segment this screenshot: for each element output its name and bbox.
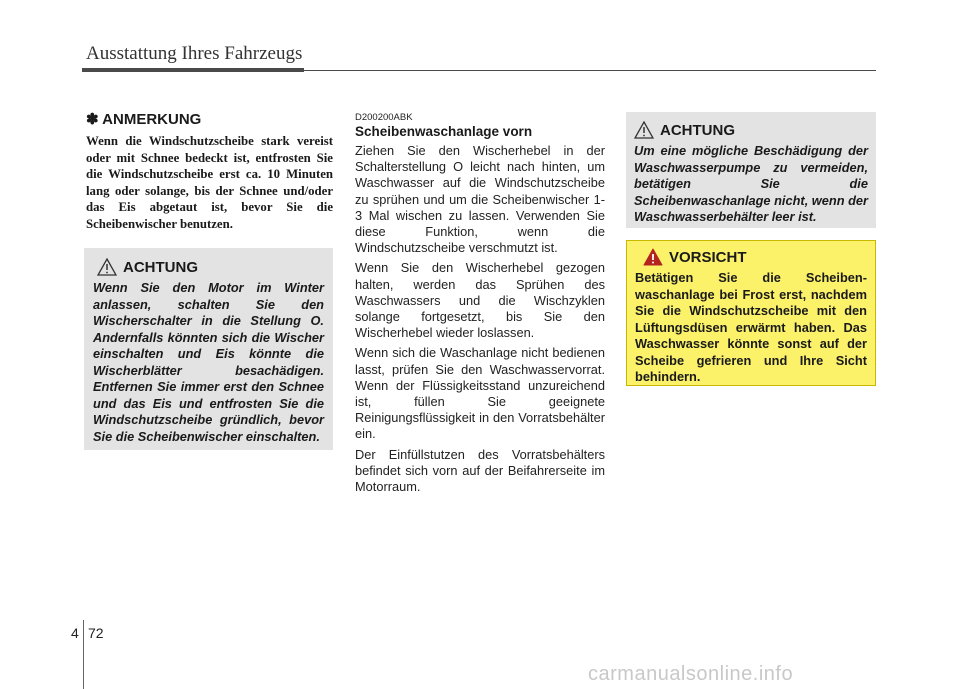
watermark: carmanualsonline.info <box>588 663 794 685</box>
footer-divider <box>83 620 84 689</box>
section-paragraph: Ziehen Sie den Wischerhebel in der Schalterstellung O leicht nach hinten, um Waschwasser auf die Windschutzscheibe zu sprühen und um die Scheibenwischer 1-3 Mal wischen zu lassen. Verwenden Sie diese Funktion, wenn die Windschutzscheibe verschmutzt ist. <box>355 143 605 256</box>
caution-box-left <box>84 248 333 450</box>
warning-triangle-icon <box>97 258 117 276</box>
warning-filled-icon <box>643 248 663 266</box>
note-text: Wenn die Windschutzscheibe stark vereist oder mit Schnee bedeckt ist, entfrosten Sie die Windschutzscheibe erst ca. 10 Minuten lang oder solange, bis der Schnee und/oder das Eis abgetaut ist, bevor Sie die Scheibenwischer benutzen. <box>86 134 333 231</box>
section-paragraph: Wenn Sie den Wischerhebel gezogen halten, werden das Sprühen des Waschwassers und die Wischzyklen solange fortgesetzt, bis Sie den Wischerhebel wieder loslassen. <box>355 260 605 341</box>
warning-box <box>626 240 876 386</box>
caution-box-left-title: ACHTUNG <box>123 258 198 276</box>
warning-triangle-icon <box>634 121 654 139</box>
header-bar <box>82 68 304 72</box>
warning-box-text: Betätigen Sie die Scheiben-waschanlage bei Frost erst, nachdem Sie die Windschutzscheibe mit den Lüftungsdüsen erwärmt haben. Das Waschwasser könnte sonst auf der Scheibe gefrieren und Ihre Sicht behindern. <box>635 270 867 384</box>
note-title: ✽ ANMERKUNG <box>86 111 202 128</box>
section-paragraph: Wenn sich die Waschanlage nicht bedienen lasst, prüfen Sie den Waschwasservorrat. Wenn der Flüssigkeitsstand unzureichend ist, füllen Sie geeignete Reinigungsflüssigkeit in den Vorratsbehälter ein. <box>355 345 605 442</box>
header-rule <box>304 70 876 71</box>
section-body <box>355 143 605 499</box>
page-header-title: Ausstattung Ihres Fahrzeugs <box>86 43 303 64</box>
caution-box-left-header <box>93 258 324 276</box>
caution-box-right-title: ACHTUNG <box>660 121 735 139</box>
caution-box-left-text: Wenn Sie den Motor im Winter anlassen, schalten Sie den Wischerschalter in die Stellung O. Andernfalls könnten sich die Wischer einschalten und Eis könnte die Wischerblätter besachädigen. Entfernen Sie immer erst den Schnee und das Eis und entfrosten Sie die Windschutzscheibe gründlich, bevor Sie die Scheibenwischer einschalten. <box>93 280 324 444</box>
section-code: D200200ABK <box>355 112 413 123</box>
caution-box-right-text: Um eine mögliche Beschädigung der Waschwasserpumpe zu vermeiden, betätigen Sie die Scheibenwaschanlage nicht, wenn der Waschwasserbehälter leer ist. <box>634 143 868 224</box>
caution-box-right-header <box>634 121 868 139</box>
warning-box-header <box>635 248 867 266</box>
warning-box-title: VORSICHT <box>669 248 747 266</box>
page-chapter: 4 <box>71 625 79 641</box>
page-number: 72 <box>88 625 104 641</box>
section-paragraph: Der Einfüllstutzen des Vorratsbehälters befindet sich vorn auf der Beifahrerseite im Motorraum. <box>355 446 605 495</box>
section-heading: Scheibenwaschanlage vorn <box>355 124 533 139</box>
caution-box-right <box>626 112 876 228</box>
